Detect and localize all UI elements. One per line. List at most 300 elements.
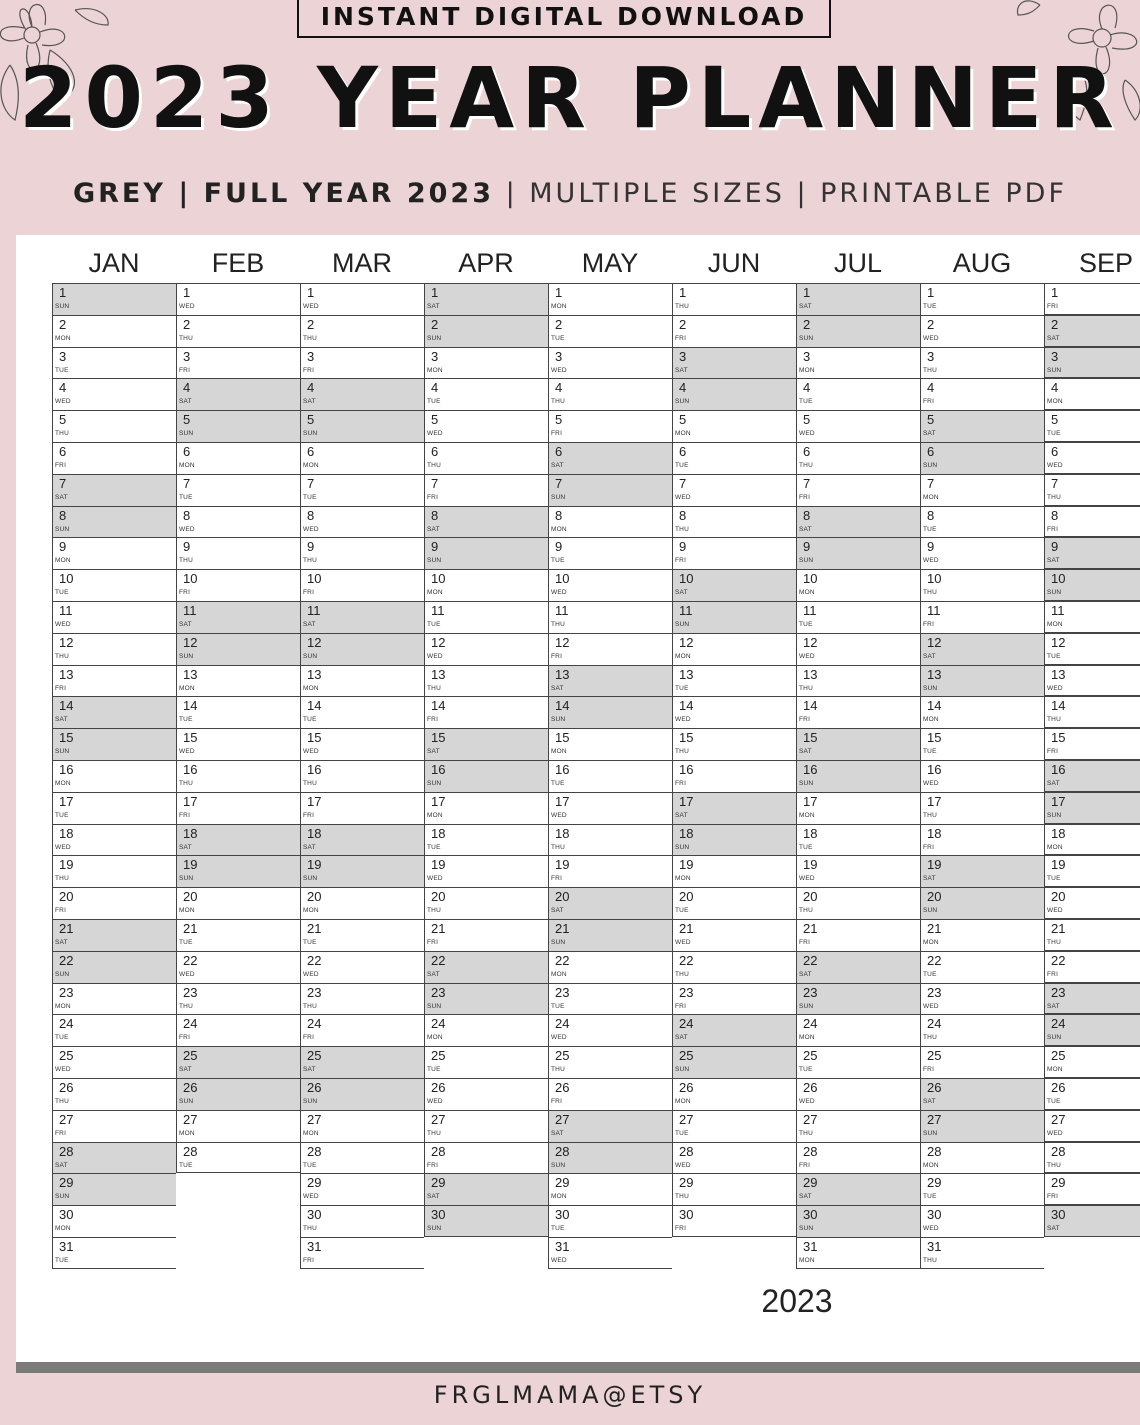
weekday-label: THU <box>799 1129 813 1137</box>
weekday-label: THU <box>1047 1161 1061 1169</box>
day-number: 2 <box>1051 316 1059 332</box>
day-cell <box>300 792 424 824</box>
day-cell <box>672 506 796 538</box>
weekday-label: MON <box>1047 621 1063 628</box>
weekday-label: MON <box>427 811 443 819</box>
day-cell <box>1044 792 1140 824</box>
day-cell <box>424 919 548 951</box>
weekday-label: FRI <box>799 716 811 724</box>
day-number: 28 <box>183 1143 198 1159</box>
weekday-label: TUE <box>799 398 813 406</box>
day-cell <box>796 633 920 665</box>
day-cell <box>548 506 672 538</box>
day-cell <box>920 506 1044 538</box>
day-cell <box>1044 315 1140 347</box>
day-number: 27 <box>555 1111 570 1127</box>
weekday-label: FRI <box>1047 1193 1059 1201</box>
day-number: 10 <box>307 571 322 587</box>
day-number: 14 <box>555 698 570 714</box>
day-number: 20 <box>59 889 74 905</box>
weekday-label: SAT <box>551 684 564 692</box>
weekday-label: SUN <box>799 780 814 787</box>
day-number: 5 <box>555 412 563 428</box>
weekday-label: THU <box>675 970 689 978</box>
weekday-label: TUE <box>551 1002 565 1010</box>
day-cell <box>672 1110 796 1142</box>
day-number: 16 <box>59 762 74 777</box>
day-cell <box>548 378 672 410</box>
day-number: 2 <box>59 316 67 332</box>
day-cell <box>52 506 176 538</box>
day-cell <box>796 983 920 1015</box>
day-number: 23 <box>183 984 198 1000</box>
day-cell <box>1044 442 1140 474</box>
weekday-label: TUE <box>179 1161 193 1169</box>
day-cell <box>796 442 920 474</box>
day-number: 4 <box>555 380 563 396</box>
day-number: 9 <box>59 539 67 555</box>
day-cell <box>672 887 796 919</box>
day-number: 16 <box>1051 762 1066 777</box>
day-number: 1 <box>431 285 439 300</box>
day-cell <box>300 633 424 665</box>
weekday-label: SUN <box>427 334 442 342</box>
day-number: 22 <box>59 952 74 968</box>
weekday-label: FRI <box>923 1066 935 1074</box>
day-cell <box>920 1078 1044 1110</box>
day-cell <box>548 1173 672 1205</box>
weekday-label: WED <box>923 557 939 565</box>
weekday-label: MON <box>55 1225 71 1233</box>
day-cell <box>176 1014 300 1046</box>
day-number: 25 <box>1051 1048 1066 1064</box>
weekday-label: FRI <box>799 1161 811 1169</box>
weekday-label: SUN <box>1047 811 1062 819</box>
weekday-label: SAT <box>799 748 812 756</box>
day-cell <box>52 474 176 506</box>
weekday-label: WED <box>675 716 691 724</box>
weekday-label: THU <box>675 748 689 756</box>
day-number: 21 <box>803 921 818 936</box>
day-cell <box>548 410 672 442</box>
day-cell <box>796 537 920 569</box>
day-number: 27 <box>927 1111 942 1127</box>
day-number: 31 <box>803 1239 818 1254</box>
weekday-label: SUN <box>55 525 70 533</box>
day-cell <box>52 951 176 983</box>
weekday-label: FRI <box>1047 303 1059 310</box>
day-number: 8 <box>803 507 811 523</box>
weekday-label: WED <box>303 303 319 310</box>
day-cell <box>920 1014 1044 1046</box>
day-cell <box>424 633 548 665</box>
day-cell <box>1044 506 1140 538</box>
planner-grid <box>52 283 1140 1269</box>
month-header-apr: APR <box>458 248 514 278</box>
weekday-label: SAT <box>427 748 440 756</box>
weekday-label: WED <box>551 811 567 819</box>
subtitle-separator: | <box>494 178 530 209</box>
weekday-label: MON <box>551 525 567 533</box>
day-number: 2 <box>307 316 315 332</box>
weekday-label: SAT <box>55 939 68 946</box>
day-number: 2 <box>183 316 191 332</box>
day-number: 20 <box>1051 889 1066 905</box>
day-cell <box>424 283 548 315</box>
day-cell <box>176 887 300 919</box>
day-cell <box>176 378 300 410</box>
weekday-label: SUN <box>799 1225 814 1233</box>
day-number: 10 <box>183 571 198 587</box>
day-cell <box>300 855 424 887</box>
day-number: 5 <box>59 412 67 428</box>
weekday-label: MON <box>923 939 939 946</box>
day-cell <box>176 728 300 760</box>
day-cell <box>52 919 176 951</box>
day-number: 7 <box>431 475 439 491</box>
day-cell <box>548 855 672 887</box>
weekday-label: THU <box>799 462 813 469</box>
weekday-label: THU <box>675 303 689 310</box>
day-cell <box>424 569 548 601</box>
day-cell <box>1044 824 1140 856</box>
day-number: 1 <box>59 285 67 300</box>
weekday-label: TUE <box>427 843 441 851</box>
month-header-jun: JUN <box>707 248 761 278</box>
weekday-label: THU <box>923 1257 937 1264</box>
day-number: 3 <box>555 348 563 364</box>
day-number: 23 <box>679 984 694 1000</box>
weekday-label: SUN <box>55 970 70 978</box>
day-number: 25 <box>183 1048 198 1064</box>
weekday-label: SUN <box>1047 1034 1062 1042</box>
weekday-label: FRI <box>675 1225 687 1233</box>
weekday-label: THU <box>55 1098 69 1105</box>
day-number: 28 <box>1051 1143 1066 1159</box>
day-number: 27 <box>183 1111 198 1127</box>
day-cell <box>548 887 672 919</box>
day-number: 15 <box>927 730 942 746</box>
weekday-label: FRI <box>427 1161 439 1169</box>
day-number: 24 <box>679 1016 694 1032</box>
weekday-label: WED <box>675 939 691 946</box>
day-cell <box>300 1014 424 1046</box>
day-number: 24 <box>307 1016 322 1032</box>
day-number: 21 <box>555 921 570 936</box>
month-header-mar: MAR <box>332 248 392 278</box>
day-number: 20 <box>679 889 694 905</box>
day-number: 6 <box>183 444 191 459</box>
day-cell <box>920 1110 1044 1142</box>
weekday-label: TUE <box>551 1225 565 1233</box>
day-number: 11 <box>1051 603 1065 618</box>
day-cell <box>52 792 176 824</box>
day-number: 25 <box>555 1048 570 1064</box>
weekday-label: FRI <box>303 811 315 819</box>
weekday-label: TUE <box>55 589 69 597</box>
day-number: 25 <box>307 1048 322 1064</box>
day-cell <box>176 696 300 728</box>
day-number: 3 <box>679 348 687 364</box>
day-cell <box>176 569 300 601</box>
day-cell <box>548 696 672 728</box>
weekday-label: SUN <box>427 557 442 565</box>
weekday-label: WED <box>427 1098 443 1105</box>
weekday-label: SAT <box>55 716 68 724</box>
day-cell <box>176 824 300 856</box>
day-number: 22 <box>679 952 694 968</box>
weekday-label: TUE <box>179 493 193 501</box>
day-cell <box>796 1110 920 1142</box>
weekday-label: WED <box>551 1257 567 1264</box>
day-cell <box>672 1078 796 1110</box>
day-number: 8 <box>1051 507 1059 523</box>
day-cell <box>920 760 1044 792</box>
weekday-label: FRI <box>427 716 439 724</box>
page-title: 2023 YEAR PLANNER <box>19 49 1121 147</box>
weekday-label: SAT <box>303 843 316 851</box>
day-number: 11 <box>307 603 321 618</box>
day-number: 17 <box>59 793 74 809</box>
day-cell <box>796 1205 920 1237</box>
weekday-label: THU <box>799 684 813 692</box>
weekday-label: MON <box>303 462 319 469</box>
day-cell <box>920 1205 1044 1237</box>
day-cell <box>1044 537 1140 569</box>
day-number: 14 <box>431 698 446 714</box>
day-cell <box>920 537 1044 569</box>
day-cell <box>52 633 176 665</box>
weekday-label: WED <box>675 1161 691 1169</box>
day-cell <box>796 951 920 983</box>
day-number: 9 <box>555 539 563 555</box>
day-cell <box>1044 474 1140 506</box>
day-cell <box>672 601 796 633</box>
day-number: 21 <box>679 921 694 936</box>
weekday-label: THU <box>551 843 565 851</box>
day-number: 23 <box>307 984 322 1000</box>
instant-download-banner: INSTANT DIGITAL DOWNLOAD <box>297 0 831 38</box>
weekday-label: THU <box>179 1002 193 1010</box>
day-number: 8 <box>679 507 687 523</box>
day-cell <box>52 824 176 856</box>
weekday-label: TUE <box>551 780 565 787</box>
day-cell <box>424 1173 548 1205</box>
weekday-label: SUN <box>675 398 690 406</box>
weekday-label: THU <box>551 621 565 628</box>
weekday-label: WED <box>923 780 939 787</box>
day-number: 16 <box>431 762 446 777</box>
day-cell <box>52 855 176 887</box>
day-number: 22 <box>803 952 818 968</box>
weekday-label: FRI <box>675 780 687 787</box>
day-cell <box>176 315 300 347</box>
day-number: 22 <box>555 952 570 968</box>
weekday-label: THU <box>303 557 317 565</box>
day-number: 19 <box>803 857 818 873</box>
day-number: 1 <box>803 285 811 300</box>
day-number: 20 <box>431 889 446 905</box>
weekday-label: SAT <box>303 398 316 406</box>
day-number: 2 <box>803 316 811 332</box>
day-cell <box>52 728 176 760</box>
weekday-label: THU <box>427 1129 441 1137</box>
day-number: 7 <box>307 475 315 491</box>
day-cell <box>52 283 176 315</box>
day-cell <box>300 1205 424 1237</box>
day-number: 29 <box>307 1175 322 1191</box>
day-cell <box>1044 1078 1140 1110</box>
weekday-label: SAT <box>179 398 192 406</box>
day-cell <box>424 347 548 379</box>
weekday-label: THU <box>303 780 317 787</box>
day-cell <box>548 919 672 951</box>
day-cell <box>300 601 424 633</box>
weekday-label: TUE <box>1047 430 1061 438</box>
day-cell <box>176 665 300 697</box>
day-number: 7 <box>59 475 67 491</box>
day-number: 30 <box>679 1207 694 1223</box>
day-number: 25 <box>431 1048 446 1064</box>
weekday-label: SAT <box>1047 1225 1060 1233</box>
weekday-label: TUE <box>55 366 69 374</box>
day-number: 2 <box>927 316 935 332</box>
day-cell <box>548 474 672 506</box>
day-cell <box>796 1014 920 1046</box>
weekday-label: MON <box>1047 1066 1063 1074</box>
day-number: 14 <box>183 698 198 714</box>
weekday-label: FRI <box>55 1129 67 1137</box>
weekday-label: TUE <box>675 462 689 469</box>
weekday-label: SUN <box>427 1225 442 1233</box>
weekday-label: MON <box>923 493 939 501</box>
day-number: 30 <box>803 1207 818 1223</box>
day-number: 10 <box>555 571 570 587</box>
day-cell <box>548 1110 672 1142</box>
day-cell <box>796 1173 920 1205</box>
weekday-label: FRI <box>923 398 935 406</box>
weekday-label: WED <box>55 398 71 406</box>
weekday-label: THU <box>427 684 441 692</box>
day-number: 23 <box>1051 984 1066 1000</box>
day-number: 21 <box>1051 921 1066 936</box>
day-cell <box>300 728 424 760</box>
weekday-label: TUE <box>923 970 937 978</box>
weekday-label: THU <box>303 334 317 342</box>
day-cell <box>424 1078 548 1110</box>
day-number: 7 <box>555 475 563 491</box>
day-number: 6 <box>1051 444 1059 459</box>
weekday-label: FRI <box>179 1034 191 1042</box>
day-cell <box>920 1173 1044 1205</box>
day-cell <box>672 569 796 601</box>
day-cell <box>548 1078 672 1110</box>
weekday-label: SAT <box>427 970 440 978</box>
day-cell <box>424 1110 548 1142</box>
day-cell <box>672 983 796 1015</box>
day-cell <box>672 1014 796 1046</box>
day-number: 20 <box>927 889 942 905</box>
day-cell <box>424 315 548 347</box>
day-number: 3 <box>59 348 67 364</box>
weekday-label: TUE <box>799 1066 813 1074</box>
day-number: 14 <box>803 698 818 714</box>
day-number: 3 <box>1051 348 1059 364</box>
day-number: 16 <box>679 762 694 777</box>
day-cell <box>796 855 920 887</box>
day-cell <box>300 951 424 983</box>
day-number: 8 <box>183 507 191 523</box>
weekday-label: TUE <box>427 1066 441 1074</box>
day-number: 23 <box>431 984 446 1000</box>
weekday-label: SAT <box>179 621 192 628</box>
day-cell <box>1044 569 1140 601</box>
day-cell <box>1044 410 1140 442</box>
weekday-label: FRI <box>1047 525 1059 533</box>
day-cell <box>796 824 920 856</box>
day-cell <box>52 983 176 1015</box>
day-number: 12 <box>1051 634 1066 650</box>
day-number: 24 <box>927 1016 942 1032</box>
day-number: 3 <box>307 348 315 364</box>
day-number: 12 <box>555 634 570 650</box>
day-cell <box>52 1173 176 1205</box>
weekday-label: SAT <box>427 525 440 533</box>
day-number: 18 <box>183 825 198 841</box>
day-cell <box>796 601 920 633</box>
day-cell <box>300 442 424 474</box>
weekday-label: SUN <box>675 1066 690 1074</box>
day-cell <box>920 824 1044 856</box>
day-number: 29 <box>1051 1175 1066 1191</box>
day-number: 7 <box>927 475 935 491</box>
day-number: 28 <box>679 1143 694 1159</box>
weekday-label: SUN <box>427 1002 442 1010</box>
day-number: 23 <box>555 984 570 1000</box>
day-cell <box>1044 665 1140 697</box>
weekday-label: WED <box>799 875 815 883</box>
weekday-label: FRI <box>551 875 563 883</box>
day-cell <box>796 1046 920 1078</box>
day-cell <box>672 919 796 951</box>
weekday-label: SUN <box>1047 589 1062 597</box>
day-cell <box>300 1110 424 1142</box>
weekday-label: TUE <box>923 525 937 533</box>
day-number: 22 <box>431 952 446 968</box>
day-number: 25 <box>59 1048 74 1064</box>
weekday-label: SUN <box>923 907 938 915</box>
day-cell <box>1044 887 1140 919</box>
weekday-label: SUN <box>675 843 690 851</box>
day-number: 4 <box>927 380 935 396</box>
weekday-label: TUE <box>1047 875 1061 883</box>
day-cell <box>52 378 176 410</box>
weekday-label: THU <box>179 557 193 565</box>
weekday-label: WED <box>427 430 443 438</box>
day-cell <box>920 347 1044 379</box>
day-cell <box>52 442 176 474</box>
day-number: 4 <box>307 380 315 396</box>
day-cell <box>176 983 300 1015</box>
day-number: 15 <box>555 730 570 746</box>
day-number: 23 <box>59 984 74 1000</box>
weekday-label: SAT <box>1047 334 1060 342</box>
subtitle <box>0 174 1140 214</box>
day-cell <box>1044 983 1140 1015</box>
day-number: 19 <box>1051 857 1066 873</box>
day-number: 27 <box>1051 1111 1066 1127</box>
day-number: 17 <box>803 793 818 809</box>
